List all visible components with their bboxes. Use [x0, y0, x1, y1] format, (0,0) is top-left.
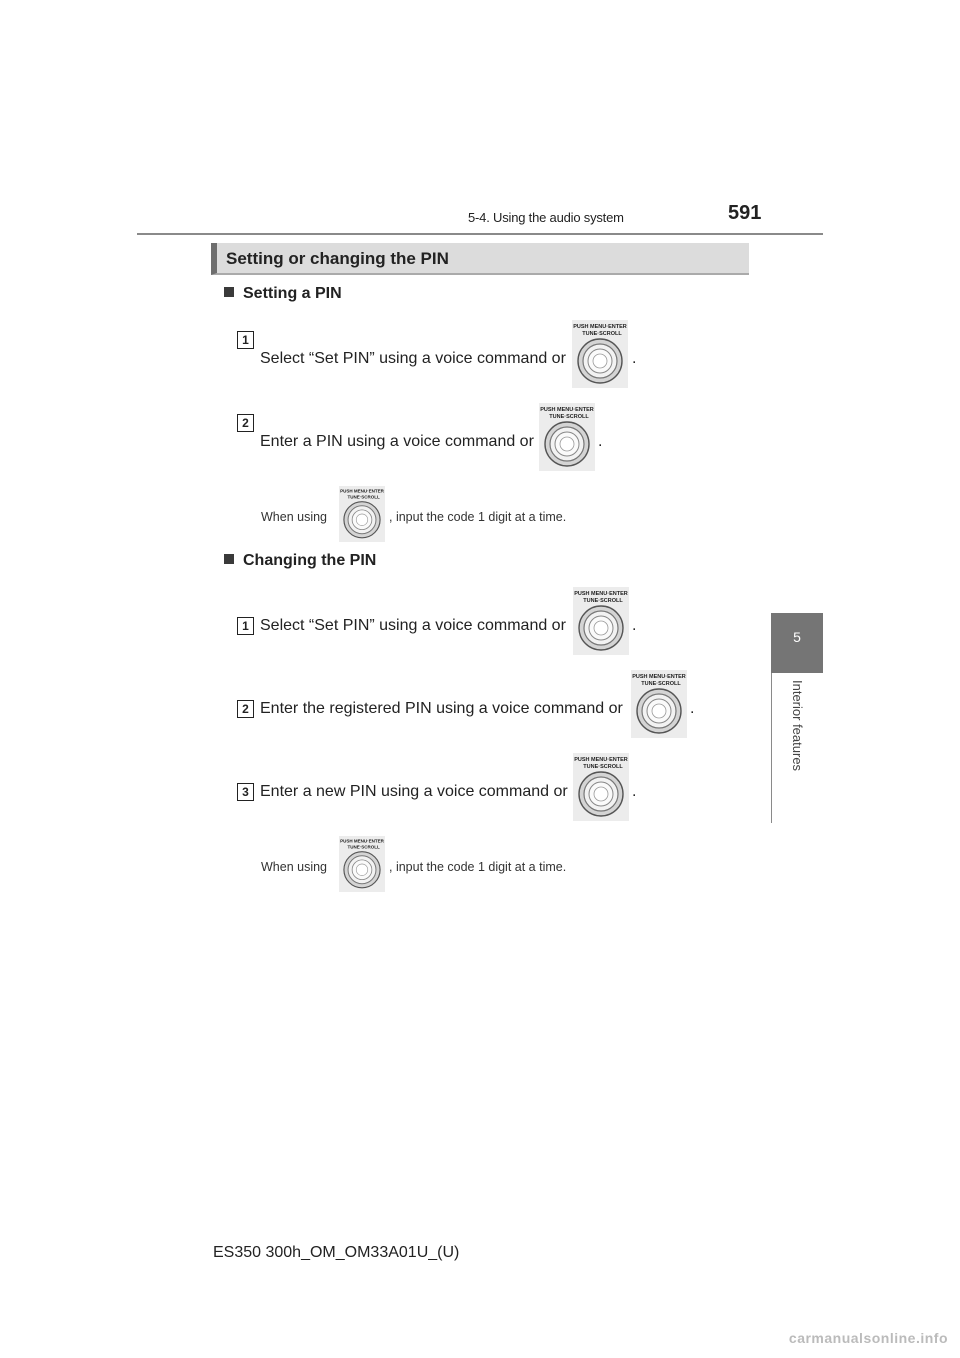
note-text: When using	[261, 510, 328, 524]
footer-doc-code: ES350 300h_OM_OM33A01U_(U)	[213, 1244, 460, 1261]
section-heading-bar	[211, 243, 749, 275]
menu-enter-tune-scroll-knob-icon	[572, 320, 628, 388]
chapter-label: Interior features	[790, 680, 805, 772]
watermark: carmanualsonline.info	[788, 1330, 948, 1346]
knob-label-line2: TUNE·SCROLL	[549, 414, 589, 420]
note-text: When using	[261, 860, 328, 874]
knob-label-line1: PUSH MENU·ENTER	[573, 324, 627, 330]
step-number: 3	[237, 783, 254, 801]
chapter-number: 5	[793, 629, 801, 645]
page-number: 591	[728, 202, 762, 224]
menu-enter-tune-scroll-knob-icon	[573, 753, 629, 821]
step-text: Select “Set PIN” using a voice command or	[260, 350, 566, 367]
knob-label-line1: PUSH MENU·ENTER	[632, 674, 686, 680]
step-number: 2	[237, 414, 254, 432]
subheading-changing-pin: Changing the PIN	[224, 552, 376, 570]
menu-enter-tune-scroll-knob-icon	[539, 403, 595, 471]
knob-label-line1: PUSH MENU·ENTER	[340, 838, 384, 844]
side-divider	[771, 673, 772, 823]
knob-label-line2: TUNE·SCROLL	[347, 494, 380, 500]
knob-label-line2: TUNE·SCROLL	[347, 844, 380, 850]
chapter-tab	[771, 613, 823, 673]
step-number: 1	[237, 331, 254, 349]
menu-enter-tune-scroll-knob-icon	[631, 670, 687, 738]
subheading-setting-pin: Setting a PIN	[224, 285, 342, 303]
knob-label-line1: PUSH MENU·ENTER	[574, 757, 628, 763]
square-bullet-icon	[224, 287, 234, 297]
knob-label-line1: PUSH MENU·ENTER	[340, 488, 384, 494]
step-text: Select “Set PIN” using a voice command or	[260, 617, 566, 634]
knob-label-line2: TUNE·SCROLL	[641, 681, 681, 687]
knob-label-line1: PUSH MENU·ENTER	[540, 407, 594, 413]
period: .	[632, 783, 637, 800]
step-text: Enter a PIN using a voice command or	[260, 433, 534, 450]
square-bullet-icon	[224, 554, 234, 564]
step-text: Enter the registered PIN using a voice command or	[260, 700, 623, 717]
header-section-title: 5-4. Using the audio system	[468, 210, 624, 225]
period: .	[632, 350, 637, 367]
note-text: , input the code 1 digit at a time.	[389, 510, 567, 524]
knob-label-line2: TUNE·SCROLL	[582, 331, 622, 337]
step-number: 1	[237, 617, 254, 635]
header-divider	[137, 233, 823, 235]
period: .	[598, 433, 603, 450]
period: .	[690, 700, 695, 717]
menu-enter-tune-scroll-knob-icon	[339, 486, 385, 542]
menu-enter-tune-scroll-knob-icon	[339, 836, 385, 892]
step-number: 2	[237, 700, 254, 718]
step-text: Enter a new PIN using a voice command or	[260, 783, 568, 800]
knob-label-line2: TUNE·SCROLL	[583, 598, 623, 604]
menu-enter-tune-scroll-knob-icon	[573, 587, 629, 655]
knob-label-line2: TUNE·SCROLL	[583, 764, 623, 770]
period: .	[632, 617, 637, 634]
note-text: , input the code 1 digit at a time.	[389, 860, 567, 874]
section-title: Setting or changing the PIN	[226, 249, 449, 268]
knob-label-line1: PUSH MENU·ENTER	[574, 591, 628, 597]
